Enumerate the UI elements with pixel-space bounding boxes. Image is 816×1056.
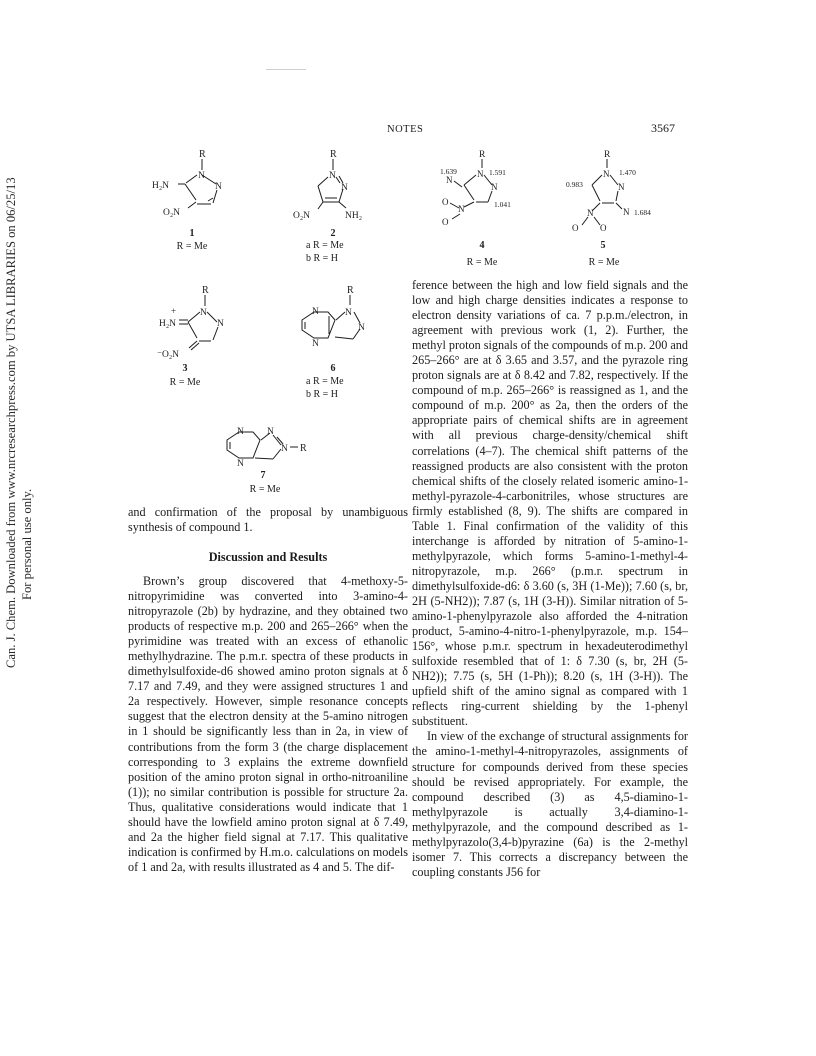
s1-r-label: R [199,149,206,160]
svg-text:N: N [345,308,352,318]
structure-1 [150,145,240,230]
s1-nitro: O₂N [163,208,181,218]
s5-value-3: 1.684 [634,208,651,217]
svg-text:O: O [572,223,579,233]
page-number: 3567 [651,121,675,135]
s4-value-2: 1.591 [489,168,506,177]
s5-value-2: 0.983 [566,180,583,189]
svg-text:R: R [479,150,486,160]
svg-text:O: O [600,223,607,233]
svg-text:N: N [312,307,319,317]
s2-nitro: O₂N [293,211,311,221]
structure-5-r-label: R = Me [588,257,620,268]
structure-6-variant-b: b R = H [306,389,339,400]
structure-2-variant-a: a R = Me [306,240,344,251]
svg-text:N: N [623,207,630,217]
structure-6-number: 6 [330,363,336,374]
structure-6-variant-a: a R = Me [306,376,344,387]
svg-text:N: N [329,171,336,181]
right-column-body [412,278,688,880]
svg-text:N: N [217,319,224,329]
download-watermark [0,0,40,1056]
svg-text:N: N [491,182,498,192]
s3-r-label: R [202,285,209,296]
s3-amino: H₂N [159,319,177,329]
svg-text:N: N [446,175,453,185]
s4-value-3: 1.041 [494,200,511,209]
running-title: NOTES [387,124,424,135]
structure-5 [560,145,670,235]
svg-text:N: N [312,339,319,349]
structure-4-r-label: R = Me [466,257,498,268]
structure-7 [215,415,325,475]
structure-1-number: 1 [189,228,195,239]
left-column-intro [128,505,408,535]
svg-text:N: N [215,182,222,192]
structure-1-r-label: R = Me [176,241,208,252]
right-paragraph-1: ference between the high and low field signals and the low and high charge densities indicates a response to electron density variations of ca. 7 p.p.m./electron, in agreement with previous work (1, 2). Further, the methyl proton signals of the compounds of m.p. 200 and 265–266° are at δ 3.65 and 3.57, and the pyrazole ring proton signals are at δ 8.42 and 7.82, respectively. If the compound of m.p. 265–266° is reassigned as 1, and the compound of m.p. 200° as 2a, then the orders of the appropriate pairs of chemical shifts are in agreement with all previous charge-density/chemical shift correlations (4–7). The chemical shift patterns of the reassigned products are also consistent with the proton chemical shifts of the closely related isomeric amino-1-methyl-pyrazole-4-carbonitriles, whose structures are firmly established (8, 9). The shifts are compared in Table 1. Final confirmation of the validity of this interchange is afforded by nitration of 5-amino-1-methylpyrazole, which forms 5-amino-1-methyl-4-nitropyrazole, m.p. 266° (p.m.r. spectrum in dimethylsulfoxide-d6: δ 3.60 (s, 3H (1-Me)); 7.60 (s, br, 2H (5-NH2)); 7.87 (s, 1H (3-H)). Similar nitration of 5-amino-1-phenylpyrazole also afforded the 4-nitration product, 5-amino-4-nitro-1-phenylpyrazole, m.p. 154–156°, whose p.m.r. spectrum in hexadeuterodimethyl sulfoxide resembled that of 1: δ 7.30 (s, br, 2H (5-NH2)); 7.75 (s, 5H (1-Ph)); 8.20 (s, 1H (3-H)). The upfield shift of the amino signal as compared with 1 reflects ring-current shielding by the 1-phenyl substituent. [412,278,688,729]
svg-text:N: N [200,308,207,318]
svg-text:N: N [341,183,348,193]
svg-text:N: N [237,427,244,437]
svg-text:N: N [587,208,594,218]
s4-value-1: 1.639 [440,167,457,176]
svg-text:N: N [458,204,465,214]
section-heading: Discussion and Results [208,550,328,564]
structure-3-number: 3 [182,363,188,374]
structure-3-r-label: R = Me [169,377,201,388]
main-paragraph: Brown’s group discovered that 4-methoxy-5-nitropyrimidine was converted into 3-amino-4-nitropyrazole (2b) by hydrazine, and they obtained two products of respective m.p. 200 and 265–266° when the pyrimidine was treated with an excess of ethanolic methylhydrazine. The p.m.r. spectra of these products in dimethylsulfoxide-d6 showed amino proton signals at δ 7.17 and 7.49, and they were assigned structures 1 and 2a respectively. However, simple resonance concepts suggest that the electron density at the 5-amino nitrogen in 1 should be significantly less than in 2a, in view of contributions from the form 3 (the charge displacement corresponding to 3 explains the extreme downfield position of the amino proton signal in ortho-nitroaniline (1)); no similar contribution is possible for structure 2a. Thus, qualitative considerations would indicate that 1 should have the lowfield amino proton signal at δ 7.49, and 2a the higher field signal at 7.17. This qualitative indication is confirmed by H.m.o. calculations on models of 1 and 2a, with results illustrated as 4 and 5. The dif- [128,574,408,874]
structure-7-r-label: R = Me [249,484,281,495]
s2-r-label: R [330,149,337,160]
right-paragraph-2: In view of the exchange of structural assignments for the amino-1-methyl-4-nitropyrazoles, assignments of structure for compounds derived from these species should be revised appropriately. For example, the compound described (3) as 4,5-diamino-1-methylpyrazole is actually 3,4-diamino-1-methylpyrazole, and the compound described as 1-methylpyrazolo(3,4-b)pyrazine (6a) is the 2-methyl isomer 7. This corrects a discrepancy between the coupling constants J56 for [412,729,688,879]
svg-text:R: R [347,285,354,296]
svg-text:N: N [618,182,625,192]
intro-paragraph: and confirmation of the proposal by unambiguous synthesis of compound 1. [128,505,408,535]
download-notice: Can. J. Chem. Downloaded from www.nrcresearchpress.com by UTSA LIBRARIES on 06/25/13 [4,177,18,668]
svg-text:O: O [442,217,449,227]
svg-text:N: N [358,323,365,333]
structure-6 [290,285,380,355]
s2-amino: NH₂ [345,211,363,221]
svg-text:N: N [477,169,484,179]
personal-use-notice: For personal use only. [20,488,34,600]
svg-text:O: O [442,197,449,207]
structure-2-variant-b: b R = H [306,253,339,264]
left-column-body [128,574,408,875]
structure-4 [432,145,542,235]
structure-7-number: 7 [260,470,266,481]
s1-amino: H₂N [152,181,170,191]
svg-text:R: R [300,443,307,454]
s3-nitro: ⁻O₂N [157,350,180,360]
svg-text:N: N [198,171,205,181]
structure-3 [145,285,240,360]
structure-5-number: 5 [600,240,606,251]
svg-text:N: N [281,444,288,454]
structure-4-number: 4 [479,240,485,251]
svg-text:N: N [237,459,244,469]
svg-text:N: N [267,427,274,437]
scan-smudge [266,68,306,71]
structure-2-number: 2 [330,228,336,239]
svg-text:R: R [604,150,611,160]
structure-2 [290,145,370,230]
s5-value-1: 1.470 [619,168,636,177]
svg-text:+: + [171,306,177,316]
svg-text:N: N [603,169,610,179]
